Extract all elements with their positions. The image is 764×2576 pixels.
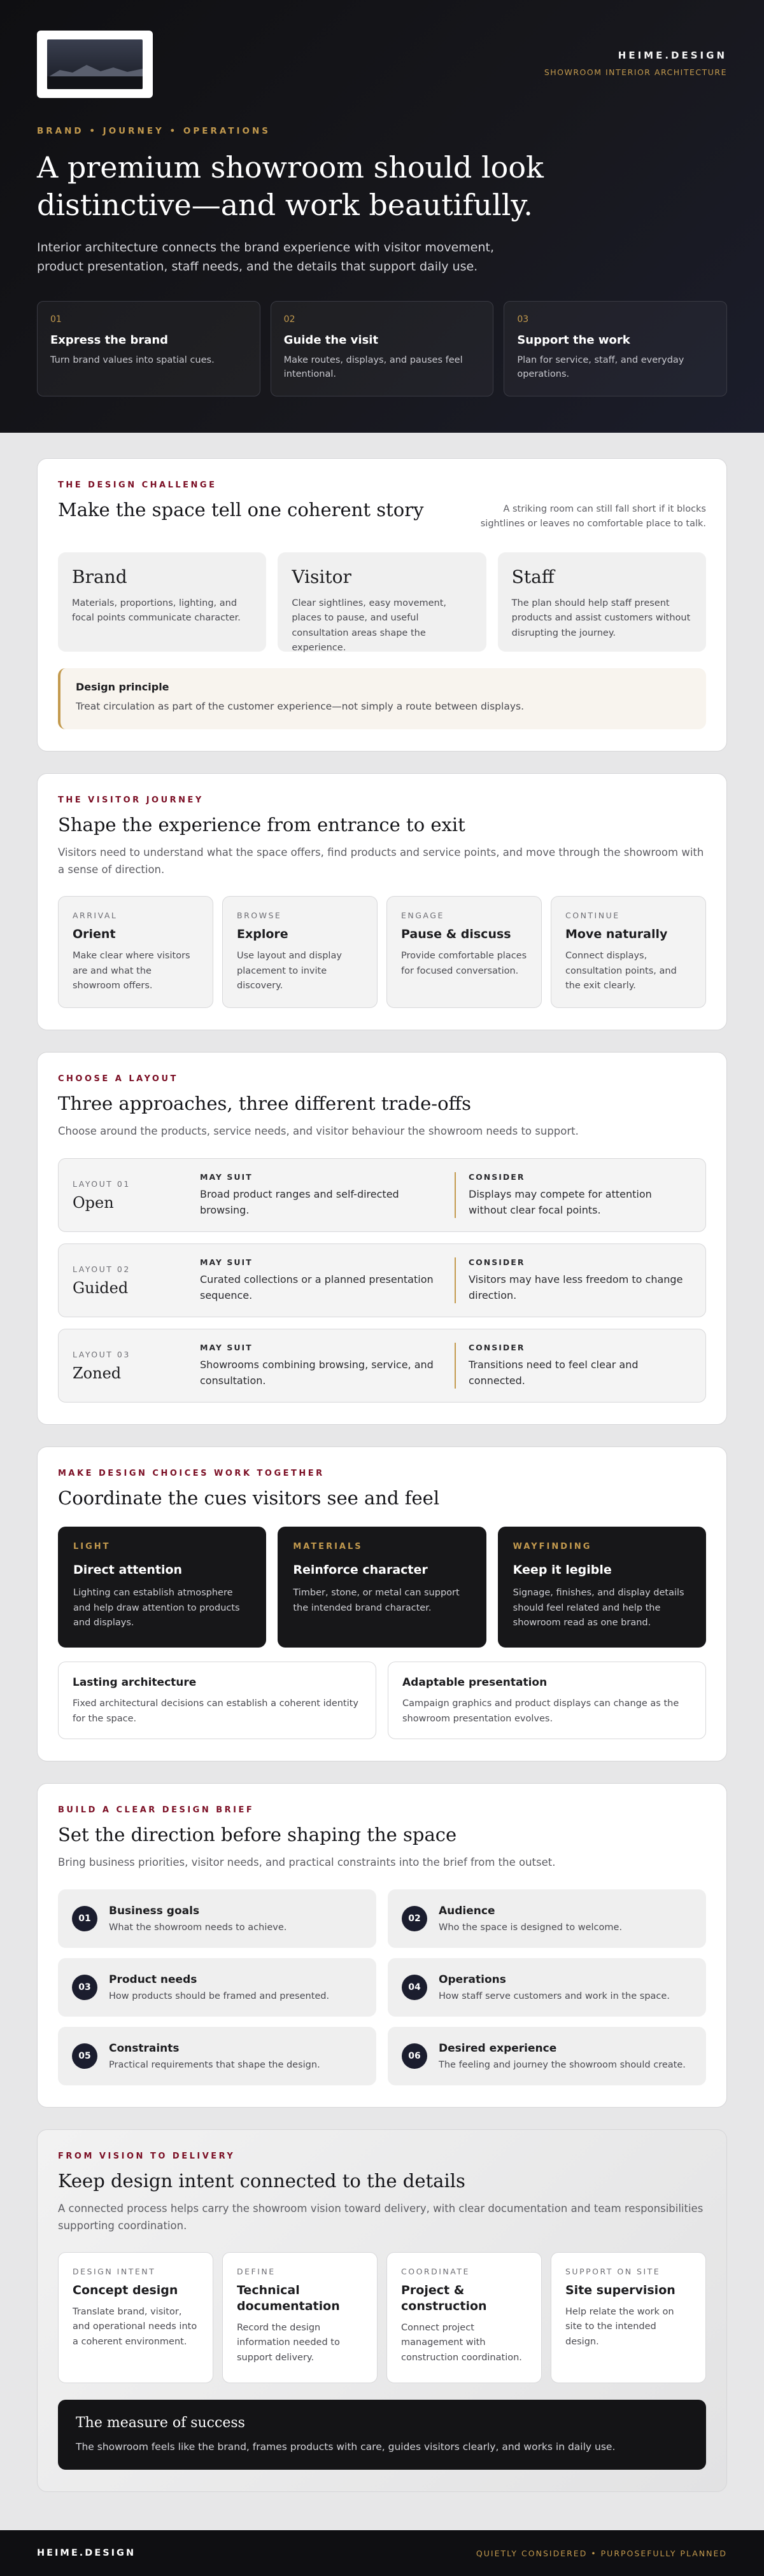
layout-name: Zoned xyxy=(73,1364,122,1382)
layout-row xyxy=(58,1329,706,1403)
journey-step-title: Orient xyxy=(73,927,116,942)
delivery-step xyxy=(386,2252,542,2383)
brand-tagline: SHOWROOM INTERIOR ARCHITECTURE xyxy=(544,67,727,77)
vision-to-delivery-card xyxy=(37,2129,727,2492)
brief-title: Business goals xyxy=(109,1904,200,1917)
consider-text: Transitions need to feel clear and connected. xyxy=(469,1358,639,1387)
section-eyebrow: THE DESIGN CHALLENGE xyxy=(58,480,217,490)
journey-step xyxy=(58,896,213,1008)
may-suit-text: Showrooms combining browsing, service, and consultation. xyxy=(200,1358,434,1387)
challenge-item-text: Clear sightlines, easy movement, places to pause, and useful consultation areas shape the experience. xyxy=(292,598,447,654)
pillar-number: 01 xyxy=(50,314,62,325)
principle-title: Design principle xyxy=(76,680,169,693)
cue-card xyxy=(58,1527,266,1648)
measure-text: The showroom feels like the brand, frames products with care, guides visitors clearly, and works in daily use. xyxy=(76,2441,616,2453)
cue-title: Direct attention xyxy=(73,1563,183,1578)
design-brief-card xyxy=(37,1783,727,2108)
may-suit-label: MAY SUIT xyxy=(200,1342,253,1352)
hero-section xyxy=(0,0,764,433)
journey-step-text: Use layout and display placement to invite discovery. xyxy=(237,951,342,991)
section-title: Keep design intent connected to the details xyxy=(58,2169,465,2192)
brief-number-badge: 05 xyxy=(72,2043,97,2069)
section-eyebrow: MAKE DESIGN CHOICES WORK TOGETHER xyxy=(58,1469,325,1479)
layout-number: LAYOUT 02 xyxy=(73,1264,131,1274)
hero-title: A premium showroom should look distinctive—and work beautifully. xyxy=(37,150,544,222)
pillar-card xyxy=(271,301,494,396)
principle-text: Treat circulation as part of the customer experience—not simply a route between displays. xyxy=(76,700,524,712)
pillar-card xyxy=(37,301,260,396)
delivery-step-title: Technical documentation xyxy=(237,2283,340,2313)
presentation-card xyxy=(58,1662,376,1739)
cue-text: Timber, stone, or metal can support the intended brand character. xyxy=(293,1588,460,1613)
section-lede: Choose around the products, service needs, and visitor behaviour the showroom needs to support. xyxy=(58,1125,579,1138)
pillar-title: Express the brand xyxy=(50,333,169,347)
may-suit-text: Broad product ranges and self-directed browsing. xyxy=(200,1187,399,1216)
cue-card xyxy=(498,1527,706,1648)
brief-text: How products should be framed and presented. xyxy=(109,1991,330,2001)
layout-name: Guided xyxy=(73,1278,129,1297)
section-title: Set the direction before shaping the space xyxy=(58,1824,457,1846)
brief-title: Audience xyxy=(439,1904,495,1917)
brief-title: Product needs xyxy=(109,1973,197,1986)
delivery-step-text: Translate brand, visitor, and operational needs into a coherent environment. xyxy=(73,2306,197,2347)
brief-text: Practical requirements that shape the design. xyxy=(109,2059,320,2070)
cue-title: Keep it legible xyxy=(513,1563,612,1578)
cue-label: MATERIALS xyxy=(293,1542,363,1552)
layout-row xyxy=(58,1158,706,1232)
challenge-item-title: Visitor xyxy=(292,566,351,587)
footer-tagline: QUIETLY CONSIDERED • PURPOSEFULLY PLANNED xyxy=(476,2548,727,2558)
challenge-item xyxy=(58,552,266,652)
pillar-text: Plan for service, staff, and everyday operations. xyxy=(517,354,684,379)
layout-row xyxy=(58,1243,706,1317)
section-eyebrow: FROM VISION TO DELIVERY xyxy=(58,2151,236,2161)
may-suit-text: Curated collections or a planned presentation sequence. xyxy=(200,1273,434,1301)
consider-text: Visitors may have less freedom to change direction. xyxy=(469,1273,683,1301)
pillar-card xyxy=(504,301,727,396)
layout-options-card xyxy=(37,1052,727,1425)
brand-name: HEIME.DESIGN xyxy=(618,50,727,61)
consider-label: CONSIDER xyxy=(469,1342,525,1352)
pillar-number: 03 xyxy=(517,314,529,325)
section-eyebrow: THE VISITOR JOURNEY xyxy=(58,795,204,805)
section-title: Shape the experience from entrance to exit xyxy=(58,813,465,836)
journey-step-label: ARRIVAL xyxy=(73,911,118,921)
journey-step-text: Connect displays, consultation points, and the exit clearly. xyxy=(565,951,677,991)
measure-title: The measure of success xyxy=(76,2415,245,2432)
delivery-step-text: Connect project management with construction coordination. xyxy=(401,2322,522,2363)
section-eyebrow: CHOOSE A LAYOUT xyxy=(58,1074,178,1084)
design-principle-callout xyxy=(58,668,706,729)
journey-step xyxy=(386,896,542,1008)
section-lede: Bring business priorities, visitor needs, and practical constraints into the brief from the outset. xyxy=(58,1856,556,1869)
brief-item xyxy=(58,2027,376,2085)
hero-lede: Interior architecture connects the brand experience with visitor movement, product presentation, staff needs, and the details that support daily use. xyxy=(37,240,495,274)
layout-number: LAYOUT 03 xyxy=(73,1349,131,1359)
presentation-card xyxy=(388,1662,706,1739)
section-eyebrow: BUILD A CLEAR DESIGN BRIEF xyxy=(58,1805,255,1816)
hero-eyebrow: BRAND • JOURNEY • OPERATIONS xyxy=(37,126,271,136)
brief-number-badge: 01 xyxy=(72,1906,97,1931)
presentation-text: Campaign graphics and product displays can change as the showroom presentation evolves. xyxy=(402,1698,679,1724)
layout-name: Open xyxy=(73,1193,114,1212)
brief-title: Constraints xyxy=(109,2041,180,2055)
journey-step-text: Provide comfortable places for focused conversation. xyxy=(401,951,527,976)
challenge-item xyxy=(498,552,706,652)
brief-item xyxy=(58,1889,376,1948)
presentation-title: Adaptable presentation xyxy=(402,1676,548,1690)
hero-pillars xyxy=(37,301,727,396)
visitor-journey-card xyxy=(37,773,727,1030)
page-footer xyxy=(0,2530,764,2576)
cue-text: Lighting can establish atmosphere and help draw attention to products and displays. xyxy=(73,1588,240,1628)
presentation-text: Fixed architectural decisions can establish a coherent identity for the space. xyxy=(73,1698,358,1724)
consider-label: CONSIDER xyxy=(469,1257,525,1267)
brief-item xyxy=(58,1958,376,2017)
challenge-item-title: Staff xyxy=(511,566,555,587)
brief-item xyxy=(388,1958,706,2017)
consider-label: CONSIDER xyxy=(469,1172,525,1182)
may-suit-label: MAY SUIT xyxy=(200,1172,253,1182)
journey-step xyxy=(222,896,378,1008)
measure-of-success-callout xyxy=(58,2400,706,2470)
challenge-item xyxy=(278,552,486,652)
pillar-number: 02 xyxy=(283,314,295,325)
brief-item xyxy=(388,1889,706,1948)
delivery-step xyxy=(551,2252,706,2383)
delivery-step-text: Help relate the work on site to the intended design. xyxy=(565,2306,674,2347)
delivery-step-text: Record the design information needed to support delivery. xyxy=(237,2322,340,2363)
cue-label: LIGHT xyxy=(73,1542,111,1552)
brief-number-badge: 03 xyxy=(72,1975,97,2000)
brief-text: The feeling and journey the showroom should create. xyxy=(439,2059,686,2070)
challenge-item-title: Brand xyxy=(72,566,127,587)
pillar-text: Turn brand values into spatial cues. xyxy=(50,354,215,365)
delivery-step-label: DESIGN INTENT xyxy=(73,2267,156,2277)
challenge-item-text: The plan should help staff present products and assist customers without disrupting the journey. xyxy=(511,598,691,638)
design-challenge-card xyxy=(37,458,727,752)
brief-text: Who the space is designed to welcome. xyxy=(439,1922,623,1933)
challenge-note: A striking room can still fall short if it blocks sightlines or leaves no comfortable place to talk. xyxy=(480,504,706,529)
delivery-step-title: Concept design xyxy=(73,2283,178,2298)
cue-label: WAYFINDING xyxy=(513,1542,592,1552)
logo-image-frame xyxy=(37,31,153,98)
cue-title: Reinforce character xyxy=(293,1563,428,1578)
mountain-graphic xyxy=(47,62,143,78)
journey-step-text: Make clear where visitors are and what the showroom offers. xyxy=(73,951,190,991)
row-divider xyxy=(455,1343,456,1389)
journey-step-title: Pause & discuss xyxy=(401,927,511,942)
brief-item xyxy=(388,2027,706,2085)
journey-step-label: BROWSE xyxy=(237,911,282,921)
delivery-step-title: Site supervision xyxy=(565,2283,676,2298)
challenge-item-text: Materials, proportions, lighting, and focal points communicate character. xyxy=(72,598,241,624)
consider-text: Displays may compete for attention without clear focal points. xyxy=(469,1187,652,1216)
presentation-title: Lasting architecture xyxy=(73,1676,197,1690)
delivery-step-label: COORDINATE xyxy=(401,2267,470,2277)
design-cues-card xyxy=(37,1446,727,1761)
footer-brand: HEIME.DESIGN xyxy=(37,2548,136,2559)
delivery-step xyxy=(58,2252,213,2383)
delivery-step-label: SUPPORT ON SITE xyxy=(565,2267,661,2277)
journey-step-label: ENGAGE xyxy=(401,911,444,921)
delivery-step-title: Project & construction xyxy=(401,2283,487,2313)
cue-card xyxy=(278,1527,486,1648)
brief-text: What the showroom needs to achieve. xyxy=(109,1922,287,1933)
brief-number-badge: 06 xyxy=(402,2043,427,2069)
journey-step-title: Move naturally xyxy=(565,927,668,942)
brief-text: How staff serve customers and work in the space. xyxy=(439,1991,670,2001)
may-suit-label: MAY SUIT xyxy=(200,1257,253,1267)
journey-step-label: CONTINUE xyxy=(565,911,620,921)
brief-title: Operations xyxy=(439,1973,506,1986)
main-content xyxy=(0,433,764,2530)
pillar-text: Make routes, displays, and pauses feel intentional. xyxy=(283,354,463,379)
section-title: Coordinate the cues visitors see and feel xyxy=(58,1487,440,1509)
brief-number-badge: 04 xyxy=(402,1975,427,2000)
pillar-title: Guide the visit xyxy=(283,333,379,347)
section-lede: Visitors need to understand what the space offers, find products and service points, and move through the showroom with a sense of direction. xyxy=(58,846,704,876)
delivery-step xyxy=(222,2252,378,2383)
section-lede: A connected process helps carry the showroom vision toward delivery, with clear documentation and team responsibilities supporting coordination. xyxy=(58,2202,704,2232)
cue-text: Signage, finishes, and display details should feel related and help the showroom read as one brand. xyxy=(513,1588,684,1628)
journey-step xyxy=(551,896,706,1008)
brief-number-badge: 02 xyxy=(402,1906,427,1931)
section-title: Three approaches, three different trade-offs xyxy=(58,1093,472,1115)
layout-number: LAYOUT 01 xyxy=(73,1179,131,1189)
showroom-photo xyxy=(47,39,143,89)
journey-step-title: Explore xyxy=(237,927,288,942)
section-title: Make the space tell one coherent story xyxy=(58,499,424,521)
row-divider xyxy=(455,1257,456,1303)
pillar-title: Support the work xyxy=(517,333,630,347)
row-divider xyxy=(455,1172,456,1218)
delivery-step-label: DEFINE xyxy=(237,2267,276,2277)
brief-title: Desired experience xyxy=(439,2041,557,2055)
